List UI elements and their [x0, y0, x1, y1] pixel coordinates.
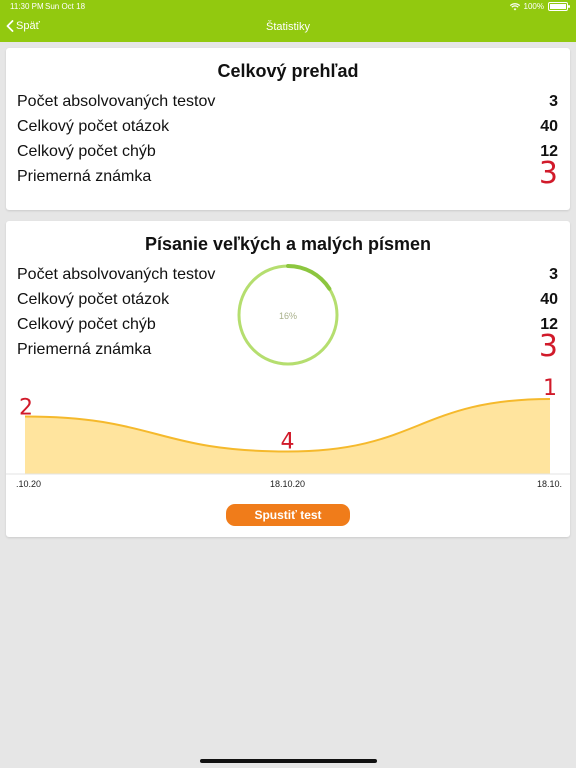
section-grade: 3 [538, 329, 558, 364]
start-test-button[interactable]: Spustiť test [226, 504, 350, 526]
overview-grade: 3 [538, 156, 558, 191]
chart-x-tick-label: 18.10.20 [269, 479, 306, 489]
row-value: 3 [549, 266, 558, 283]
row-value: 40 [540, 118, 558, 135]
row-value: 12 [540, 316, 558, 333]
status-right [510, 2, 568, 11]
battery-icon [548, 2, 568, 11]
chart-x-tick-label: .10.20 [16, 479, 42, 489]
chart-data-label: 4 [280, 429, 295, 455]
row-label: Počet absolvovaných testov [17, 93, 216, 110]
row-value: 12 [540, 143, 558, 160]
battery-fill [550, 4, 566, 9]
row-label: Celkový počet chýb [17, 316, 156, 333]
nav-bar [0, 14, 576, 42]
back-label: Späť [16, 20, 40, 32]
page-title: Štatistiky [265, 21, 310, 33]
chart-data-label: 2 [19, 395, 33, 421]
overview-title: Celkový prehľad [217, 61, 359, 81]
row-label: Celkový počet chýb [17, 143, 156, 160]
overview-card [6, 48, 570, 210]
row-label: Celkový počet otázok [17, 291, 170, 308]
row-label: Priemerná známka [17, 168, 152, 185]
results-chart [6, 371, 570, 491]
home-indicator [200, 759, 377, 763]
row-value: 3 [549, 93, 558, 110]
overview-row-questions [17, 118, 558, 140]
overview-row-errors [17, 143, 558, 165]
row-label: Celkový počet otázok [17, 118, 170, 135]
section-card [6, 221, 570, 537]
row-label: Priemerná známka [17, 341, 152, 358]
row-label: Počet absolvovaných testov [17, 266, 216, 283]
status-time: 11:30 PM [10, 2, 44, 11]
overview-row-tests [17, 93, 558, 115]
row-value: 40 [540, 291, 558, 308]
battery-percent: 100% [523, 2, 544, 11]
status-bar [0, 0, 576, 14]
chart-x-tick-label: 18.10. [536, 479, 562, 489]
status-date: Sun Oct 18 [45, 2, 86, 11]
section-title: Písanie veľkých a malých písmen [144, 234, 432, 254]
progress-label: 16% [278, 311, 297, 321]
chart-data-label: 1 [543, 376, 557, 401]
progress-ring-arc [288, 266, 329, 289]
wifi-icon [510, 3, 520, 11]
overview-row-grade [17, 168, 558, 190]
